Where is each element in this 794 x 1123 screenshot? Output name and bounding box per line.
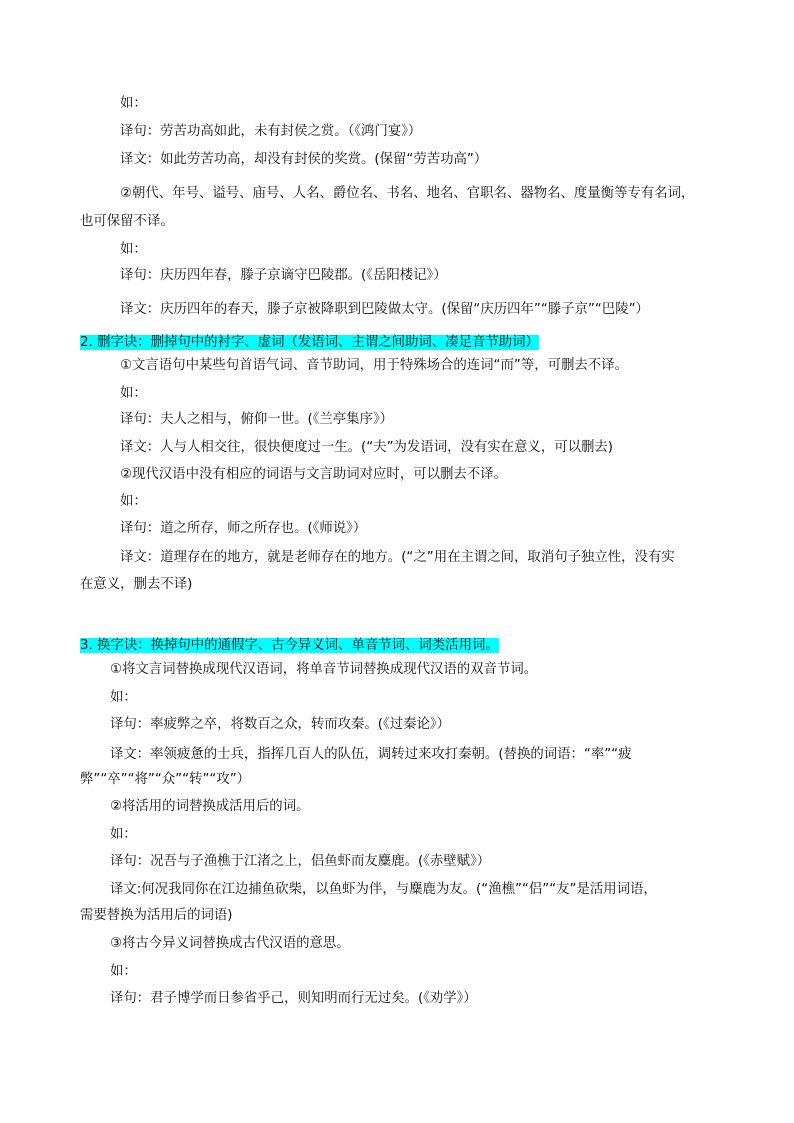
source-sentence: 译句：劳苦功高如此，未有封侯之赏。（《鸿门宴》） — [120, 124, 422, 139]
section-heading-2-text: 2. 删字诀：删掉句中的衬字、虚词（发语词、主谓之间助词、凑足音节助词） — [80, 335, 539, 350]
example-label: 如： — [120, 386, 147, 401]
rule-paragraph: ①将文言词替换成现代汉语词，将单音节词替换成现代汉语的双音节词。 — [110, 662, 538, 677]
translation: 译文：道理存在的地方，就是老师存在的地方。(“之”用在主谓之间，取消句子独立性，没有实 — [120, 550, 675, 565]
rule-paragraph: ③将古今异义词替换成古代汉语的意思。 — [110, 936, 350, 951]
translation: 译文：率领疲惫的士兵，指挥几百人的队伍，调转过来攻打秦朝。(替换的词语：“率”“疲 — [110, 747, 632, 762]
rule-paragraph: ②现代汉语中没有相应的词语与文言助词对应时，可以删去不译。 — [120, 467, 507, 482]
source-sentence: 译句：君子博学而日参省乎己，则知明而行无过矣。(《劝学》） — [110, 991, 477, 1006]
source-sentence: 译句：庆历四年春，滕子京谪守巴陵郡。(《岳阳楼记》） — [120, 268, 447, 283]
section-heading-2 — [80, 333, 539, 353]
source-sentence: 译句：况吾与子渔樵于江渚之上，侣鱼虾而友麋鹿。(《赤壁赋》） — [110, 854, 491, 869]
translation: 译文:何况我同你在江边捕鱼砍柴，以鱼虾为伴，与麋鹿为友。(“渔樵”“侣”“友”是活用词语， — [110, 882, 657, 897]
example-label: 如： — [110, 964, 137, 979]
rule-paragraph: ②将活用的词替换成活用后的词。 — [110, 799, 310, 814]
section-heading-3-text: 3. 换字诀：换掉句中的通假字、古今异义词、单音节词、词类活用词。 — [80, 638, 499, 653]
source-sentence: 译句：道之所存，师之所存也。(《师说》） — [120, 521, 367, 536]
example-label: 如： — [120, 494, 147, 509]
translation: 译文：人与人相交往，很快便度过一生。(“夫”为发语词，没有实在意义，可以删去) — [120, 440, 613, 455]
translation: 译文：如此劳苦功高，却没有封侯的奖赏。(保留“劳苦功高”） — [120, 152, 488, 167]
example-label: 如： — [120, 96, 147, 111]
translation-cont: 需要替换为活用后的词语) — [80, 908, 233, 923]
rule-paragraph: ①文言语句中某些句首语气词、音节助词，用于特殊场合的连词“而”等，可删去不译。 — [120, 358, 628, 373]
example-label: 如： — [110, 827, 137, 842]
source-sentence: 译句：夫人之相与，俯仰一世。(《兰亭集序》） — [120, 412, 394, 427]
translation: 译文：庆历四年的春天，滕子京被降职到巴陵做太守。(保留“庆历四年”“滕子京”“巴陵”） — [120, 302, 649, 317]
example-label: 如： — [120, 242, 147, 257]
translation-cont: 弊”“卒”“将”“众”“转”“攻”） — [80, 772, 251, 787]
example-label: 如： — [110, 690, 137, 705]
source-sentence: 译句：率疲弊之卒，将数百之众，转而攻秦。(《过秦论》） — [110, 717, 450, 732]
rule-paragraph: ②朝代、年号、谥号、庙号、人名、爵位名、书名、地名、官职名、器物名、度量衡等专有名词， — [120, 186, 695, 201]
section-heading-3 — [80, 636, 499, 656]
rule-paragraph-cont: 也可保留不译。 — [80, 214, 174, 229]
translation-cont: 在意义，删去不译) — [80, 577, 193, 592]
